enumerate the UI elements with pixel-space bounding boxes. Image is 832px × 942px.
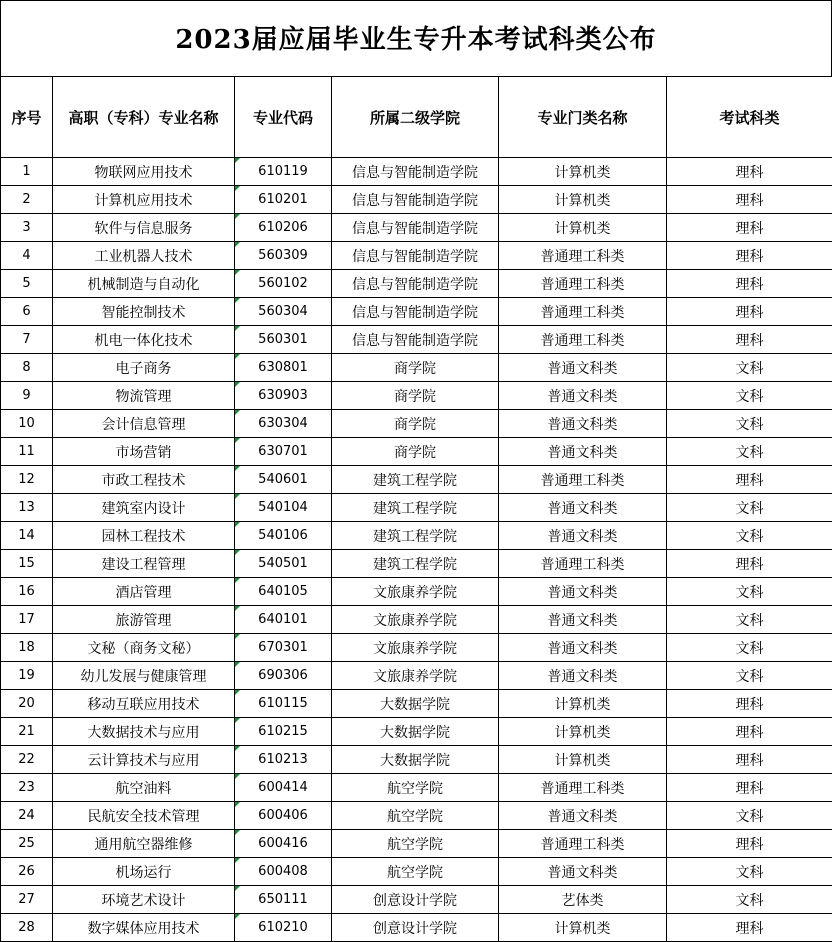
cell-major-name[interactable]: 机械制造与自动化 bbox=[53, 270, 235, 298]
table-row bbox=[1, 438, 832, 466]
table-row bbox=[1, 718, 832, 746]
table-row bbox=[1, 606, 832, 634]
cell-major-code[interactable]: 630304 bbox=[235, 410, 332, 438]
table-row bbox=[1, 522, 832, 550]
cell-major-code[interactable]: 540104 bbox=[235, 494, 332, 522]
cell-exam-subject[interactable]: 文科 bbox=[667, 606, 832, 634]
cell-major-name[interactable]: 酒店管理 bbox=[53, 578, 235, 606]
table-row bbox=[1, 326, 832, 354]
cell-college[interactable]: 航空学院 bbox=[332, 802, 499, 830]
cell-exam-subject[interactable]: 文科 bbox=[667, 578, 832, 606]
cell-category[interactable]: 普通理工科类 bbox=[499, 298, 667, 326]
cell-index[interactable]: 12 bbox=[1, 466, 53, 494]
cell-college[interactable]: 建筑工程学院 bbox=[332, 550, 499, 578]
cell-category[interactable]: 计算机类 bbox=[499, 718, 667, 746]
cell-college[interactable]: 信息与智能制造学院 bbox=[332, 270, 499, 298]
cell-college[interactable]: 创意设计学院 bbox=[332, 886, 499, 914]
cell-category[interactable]: 普通理工科类 bbox=[499, 270, 667, 298]
cell-index[interactable]: 26 bbox=[1, 858, 53, 886]
cell-college[interactable]: 创意设计学院 bbox=[332, 914, 499, 942]
cell-exam-subject[interactable]: 理科 bbox=[667, 746, 832, 774]
cell-exam-subject[interactable]: 理科 bbox=[667, 158, 832, 186]
cell-index[interactable]: 9 bbox=[1, 382, 53, 410]
cell-college[interactable]: 商学院 bbox=[332, 382, 499, 410]
cell-college[interactable]: 商学院 bbox=[332, 438, 499, 466]
cell-major-code[interactable]: 560301 bbox=[235, 326, 332, 354]
cell-major-code[interactable]: 670301 bbox=[235, 634, 332, 662]
header-index[interactable]: 序号 bbox=[1, 77, 53, 158]
cell-exam-subject[interactable]: 理科 bbox=[667, 914, 832, 942]
table-row bbox=[1, 690, 832, 718]
cell-major-code[interactable]: 540601 bbox=[235, 466, 332, 494]
cell-index[interactable]: 2 bbox=[1, 186, 53, 214]
cell-college[interactable]: 航空学院 bbox=[332, 830, 499, 858]
cell-index[interactable]: 17 bbox=[1, 606, 53, 634]
cell-exam-subject[interactable]: 文科 bbox=[667, 662, 832, 690]
cell-category[interactable]: 普通理工科类 bbox=[499, 774, 667, 802]
cell-category[interactable]: 普通文科类 bbox=[499, 802, 667, 830]
cell-major-code[interactable]: 610213 bbox=[235, 746, 332, 774]
table-row bbox=[1, 298, 832, 326]
cell-major-code[interactable]: 600414 bbox=[235, 774, 332, 802]
table-body bbox=[1, 158, 832, 942]
cell-index[interactable]: 22 bbox=[1, 746, 53, 774]
majors-table bbox=[0, 76, 832, 942]
cell-major-code[interactable]: 640101 bbox=[235, 606, 332, 634]
cell-major-code[interactable]: 600416 bbox=[235, 830, 332, 858]
cell-index[interactable]: 8 bbox=[1, 354, 53, 382]
cell-index[interactable]: 27 bbox=[1, 886, 53, 914]
cell-category[interactable]: 计算机类 bbox=[499, 914, 667, 942]
cell-major-name[interactable]: 移动互联应用技术 bbox=[53, 690, 235, 718]
header-category[interactable]: 专业门类名称 bbox=[499, 77, 667, 158]
cell-major-code[interactable]: 600408 bbox=[235, 858, 332, 886]
cell-index[interactable]: 24 bbox=[1, 802, 53, 830]
cell-major-name[interactable]: 会计信息管理 bbox=[53, 410, 235, 438]
cell-index[interactable]: 14 bbox=[1, 522, 53, 550]
table-row bbox=[1, 662, 832, 690]
cell-exam-subject[interactable]: 理科 bbox=[667, 242, 832, 270]
cell-major-name[interactable]: 建设工程管理 bbox=[53, 550, 235, 578]
cell-exam-subject[interactable]: 文科 bbox=[667, 522, 832, 550]
cell-major-name[interactable]: 通用航空器维修 bbox=[53, 830, 235, 858]
cell-college[interactable]: 建筑工程学院 bbox=[332, 466, 499, 494]
cell-category[interactable]: 普通理工科类 bbox=[499, 550, 667, 578]
cell-category[interactable]: 普通文科类 bbox=[499, 438, 667, 466]
cell-category[interactable]: 普通文科类 bbox=[499, 606, 667, 634]
cell-major-name[interactable]: 工业机器人技术 bbox=[53, 242, 235, 270]
cell-exam-subject[interactable]: 文科 bbox=[667, 634, 832, 662]
table-row bbox=[1, 774, 832, 802]
table-row bbox=[1, 382, 832, 410]
cell-major-code[interactable]: 540106 bbox=[235, 522, 332, 550]
cell-category[interactable]: 计算机类 bbox=[499, 158, 667, 186]
cell-exam-subject[interactable]: 文科 bbox=[667, 886, 832, 914]
cell-exam-subject[interactable]: 理科 bbox=[667, 830, 832, 858]
table-row bbox=[1, 494, 832, 522]
cell-college[interactable]: 信息与智能制造学院 bbox=[332, 186, 499, 214]
table-row bbox=[1, 858, 832, 886]
cell-category[interactable]: 普通理工科类 bbox=[499, 242, 667, 270]
cell-major-name[interactable]: 机电一体化技术 bbox=[53, 326, 235, 354]
cell-college[interactable]: 信息与智能制造学院 bbox=[332, 214, 499, 242]
cell-category[interactable]: 普通文科类 bbox=[499, 662, 667, 690]
cell-college[interactable]: 文旅康养学院 bbox=[332, 606, 499, 634]
cell-major-code[interactable]: 600406 bbox=[235, 802, 332, 830]
cell-index[interactable]: 23 bbox=[1, 774, 53, 802]
cell-category[interactable]: 普通理工科类 bbox=[499, 830, 667, 858]
cell-major-code[interactable]: 610206 bbox=[235, 214, 332, 242]
cell-major-name[interactable]: 市场营销 bbox=[53, 438, 235, 466]
cell-major-name[interactable]: 航空油料 bbox=[53, 774, 235, 802]
table-row bbox=[1, 550, 832, 578]
table-row bbox=[1, 410, 832, 438]
cell-major-name[interactable]: 计算机应用技术 bbox=[53, 186, 235, 214]
cell-exam-subject[interactable]: 理科 bbox=[667, 298, 832, 326]
cell-major-name[interactable]: 旅游管理 bbox=[53, 606, 235, 634]
cell-college[interactable]: 大数据学院 bbox=[332, 718, 499, 746]
cell-exam-subject[interactable]: 文科 bbox=[667, 410, 832, 438]
cell-exam-subject[interactable]: 文科 bbox=[667, 858, 832, 886]
cell-college[interactable]: 文旅康养学院 bbox=[332, 662, 499, 690]
table-row bbox=[1, 354, 832, 382]
cell-major-name[interactable]: 建筑室内设计 bbox=[53, 494, 235, 522]
cell-college[interactable]: 航空学院 bbox=[332, 774, 499, 802]
cell-college[interactable]: 大数据学院 bbox=[332, 690, 499, 718]
cell-major-code[interactable]: 610210 bbox=[235, 914, 332, 942]
cell-category[interactable]: 计算机类 bbox=[499, 690, 667, 718]
cell-exam-subject[interactable]: 文科 bbox=[667, 494, 832, 522]
cell-exam-subject[interactable]: 理科 bbox=[667, 718, 832, 746]
cell-category[interactable]: 计算机类 bbox=[499, 214, 667, 242]
cell-index[interactable]: 25 bbox=[1, 830, 53, 858]
cell-category[interactable]: 普通理工科类 bbox=[499, 326, 667, 354]
cell-category[interactable]: 普通文科类 bbox=[499, 522, 667, 550]
cell-major-name[interactable]: 环境艺术设计 bbox=[53, 886, 235, 914]
cell-major-code[interactable]: 610215 bbox=[235, 718, 332, 746]
cell-major-name[interactable]: 机场运行 bbox=[53, 858, 235, 886]
cell-exam-subject[interactable]: 理科 bbox=[667, 214, 832, 242]
cell-category[interactable]: 艺体类 bbox=[499, 886, 667, 914]
cell-major-code[interactable]: 690306 bbox=[235, 662, 332, 690]
header-major-code[interactable]: 专业代码 bbox=[235, 77, 332, 158]
table-row bbox=[1, 634, 832, 662]
table-row bbox=[1, 214, 832, 242]
cell-college[interactable]: 建筑工程学院 bbox=[332, 494, 499, 522]
cell-major-code[interactable]: 640105 bbox=[235, 578, 332, 606]
cell-major-code[interactable]: 560102 bbox=[235, 270, 332, 298]
table-row bbox=[1, 886, 832, 914]
cell-college[interactable]: 信息与智能制造学院 bbox=[332, 158, 499, 186]
cell-major-name[interactable]: 物流管理 bbox=[53, 382, 235, 410]
cell-index[interactable]: 21 bbox=[1, 718, 53, 746]
cell-college[interactable]: 文旅康养学院 bbox=[332, 578, 499, 606]
table-row bbox=[1, 578, 832, 606]
cell-major-code[interactable]: 630801 bbox=[235, 354, 332, 382]
cell-category[interactable]: 普通文科类 bbox=[499, 382, 667, 410]
cell-college[interactable]: 信息与智能制造学院 bbox=[332, 242, 499, 270]
cell-major-code[interactable]: 560309 bbox=[235, 242, 332, 270]
cell-category[interactable]: 普通文科类 bbox=[499, 578, 667, 606]
table-row bbox=[1, 914, 832, 942]
table-row bbox=[1, 802, 832, 830]
cell-index[interactable]: 13 bbox=[1, 494, 53, 522]
page-title: 2023届应届毕业生专升本考试科类公布 bbox=[0, 0, 832, 76]
cell-index[interactable]: 3 bbox=[1, 214, 53, 242]
cell-college[interactable]: 航空学院 bbox=[332, 858, 499, 886]
cell-index[interactable]: 28 bbox=[1, 914, 53, 942]
cell-exam-subject[interactable]: 理科 bbox=[667, 774, 832, 802]
cell-major-code[interactable]: 610119 bbox=[235, 158, 332, 186]
cell-major-name[interactable]: 云计算技术与应用 bbox=[53, 746, 235, 774]
cell-major-code[interactable]: 630701 bbox=[235, 438, 332, 466]
table-row bbox=[1, 186, 832, 214]
header-exam-subject[interactable]: 考试科类 bbox=[667, 77, 832, 158]
cell-index[interactable]: 15 bbox=[1, 550, 53, 578]
cell-index[interactable]: 11 bbox=[1, 438, 53, 466]
cell-exam-subject[interactable]: 理科 bbox=[667, 466, 832, 494]
cell-index[interactable]: 6 bbox=[1, 298, 53, 326]
cell-exam-subject[interactable]: 文科 bbox=[667, 438, 832, 466]
cell-college[interactable]: 大数据学院 bbox=[332, 746, 499, 774]
cell-index[interactable]: 10 bbox=[1, 410, 53, 438]
cell-major-code[interactable]: 630903 bbox=[235, 382, 332, 410]
cell-college[interactable]: 商学院 bbox=[332, 410, 499, 438]
cell-index[interactable]: 7 bbox=[1, 326, 53, 354]
cell-exam-subject[interactable]: 文科 bbox=[667, 382, 832, 410]
cell-major-name[interactable]: 物联网应用技术 bbox=[53, 158, 235, 186]
cell-category[interactable]: 普通文科类 bbox=[499, 354, 667, 382]
cell-index[interactable]: 5 bbox=[1, 270, 53, 298]
header-college[interactable]: 所属二级学院 bbox=[332, 77, 499, 158]
table-row bbox=[1, 158, 832, 186]
cell-index[interactable]: 4 bbox=[1, 242, 53, 270]
cell-major-code[interactable]: 560304 bbox=[235, 298, 332, 326]
cell-exam-subject[interactable]: 理科 bbox=[667, 550, 832, 578]
header-major-name[interactable]: 高职（专科）专业名称 bbox=[53, 77, 235, 158]
cell-exam-subject[interactable]: 理科 bbox=[667, 270, 832, 298]
cell-major-name[interactable]: 幼儿发展与健康管理 bbox=[53, 662, 235, 690]
table-row bbox=[1, 746, 832, 774]
cell-college[interactable]: 信息与智能制造学院 bbox=[332, 326, 499, 354]
cell-exam-subject[interactable]: 理科 bbox=[667, 186, 832, 214]
cell-major-name[interactable]: 智能控制技术 bbox=[53, 298, 235, 326]
cell-major-name[interactable]: 园林工程技术 bbox=[53, 522, 235, 550]
cell-category[interactable]: 计算机类 bbox=[499, 186, 667, 214]
cell-category[interactable]: 计算机类 bbox=[499, 746, 667, 774]
cell-major-name[interactable]: 软件与信息服务 bbox=[53, 214, 235, 242]
cell-major-code[interactable]: 650111 bbox=[235, 886, 332, 914]
cell-major-name[interactable]: 民航安全技术管理 bbox=[53, 802, 235, 830]
cell-exam-subject[interactable]: 文科 bbox=[667, 802, 832, 830]
cell-major-code[interactable]: 610201 bbox=[235, 186, 332, 214]
cell-index[interactable]: 18 bbox=[1, 634, 53, 662]
cell-category[interactable]: 普通理工科类 bbox=[499, 466, 667, 494]
cell-exam-subject[interactable]: 文科 bbox=[667, 354, 832, 382]
table-row bbox=[1, 270, 832, 298]
table-row bbox=[1, 466, 832, 494]
cell-exam-subject[interactable]: 理科 bbox=[667, 326, 832, 354]
cell-major-name[interactable]: 市政工程技术 bbox=[53, 466, 235, 494]
cell-college[interactable]: 建筑工程学院 bbox=[332, 522, 499, 550]
cell-category[interactable]: 普通文科类 bbox=[499, 494, 667, 522]
table-row bbox=[1, 242, 832, 270]
cell-college[interactable]: 文旅康养学院 bbox=[332, 634, 499, 662]
cell-major-code[interactable]: 540501 bbox=[235, 550, 332, 578]
cell-major-name[interactable]: 大数据技术与应用 bbox=[53, 718, 235, 746]
cell-index[interactable]: 16 bbox=[1, 578, 53, 606]
header-row bbox=[1, 77, 832, 158]
cell-college[interactable]: 商学院 bbox=[332, 354, 499, 382]
cell-major-name[interactable]: 数字媒体应用技术 bbox=[53, 914, 235, 942]
cell-major-name[interactable]: 电子商务 bbox=[53, 354, 235, 382]
cell-category[interactable]: 普通文科类 bbox=[499, 858, 667, 886]
cell-category[interactable]: 普通文科类 bbox=[499, 410, 667, 438]
cell-college[interactable]: 信息与智能制造学院 bbox=[332, 298, 499, 326]
cell-major-code[interactable]: 610115 bbox=[235, 690, 332, 718]
cell-major-name[interactable]: 文秘（商务文秘） bbox=[53, 634, 235, 662]
cell-category[interactable]: 普通文科类 bbox=[499, 634, 667, 662]
cell-exam-subject[interactable]: 理科 bbox=[667, 690, 832, 718]
table-row bbox=[1, 830, 832, 858]
cell-index[interactable]: 19 bbox=[1, 662, 53, 690]
cell-index[interactable]: 20 bbox=[1, 690, 53, 718]
cell-index[interactable]: 1 bbox=[1, 158, 53, 186]
